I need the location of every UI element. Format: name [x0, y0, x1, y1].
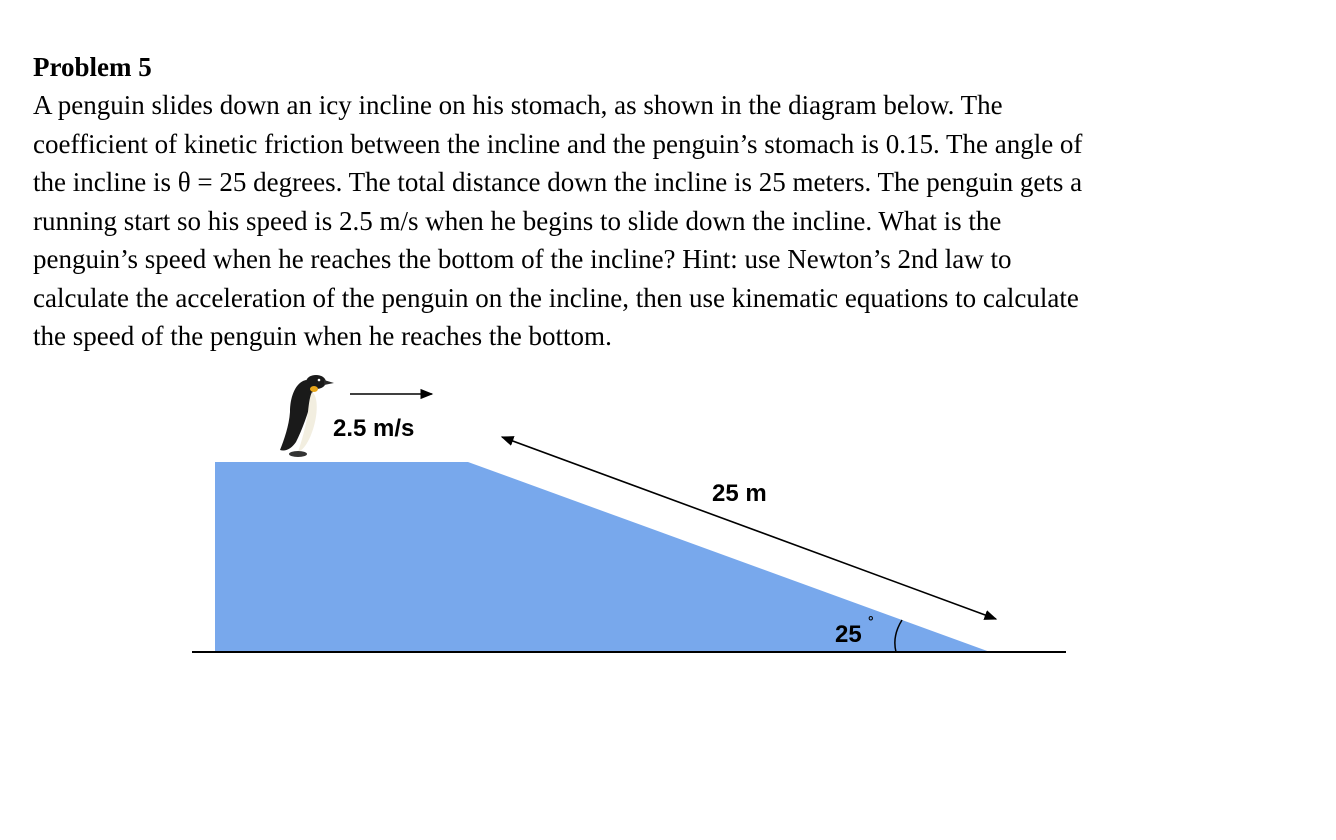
problem-line-2: coefficient of kinetic friction between the incline and the penguin’s stomach is 0.15. The angle of [33, 128, 1083, 159]
speed-label: 2.5 m/s [333, 415, 415, 442]
problem-line-6: calculate the acceleration of the penguin on the incline, then use kinematic equations to calculate [33, 282, 1079, 313]
problem-line-5: penguin’s speed when he reaches the bottom of the incline? Hint: use Newton’s 2nd law to [33, 244, 1012, 274]
angle-label: 25 [835, 621, 862, 648]
problem-title: Problem 5 [33, 52, 152, 82]
angle-degree-symbol: ° [868, 613, 874, 629]
distance-label: 25 m [712, 480, 767, 507]
problem-line-3: the incline is θ = 25 degrees. The total distance down the incline is 25 meters. The penguin gets a [33, 167, 1083, 197]
incline-block [215, 462, 990, 652]
problem-line-4: running start so his speed is 2.5 m/s when he begins to slide down the incline. What is the [33, 205, 1002, 236]
penguin-icon [280, 375, 334, 457]
problem-line-7: the speed of the penguin when he reaches the bottom. [33, 321, 612, 351]
problem-line-1: A penguin slides down an icy incline on his stomach, as shown in the diagram below. The [33, 90, 1003, 120]
